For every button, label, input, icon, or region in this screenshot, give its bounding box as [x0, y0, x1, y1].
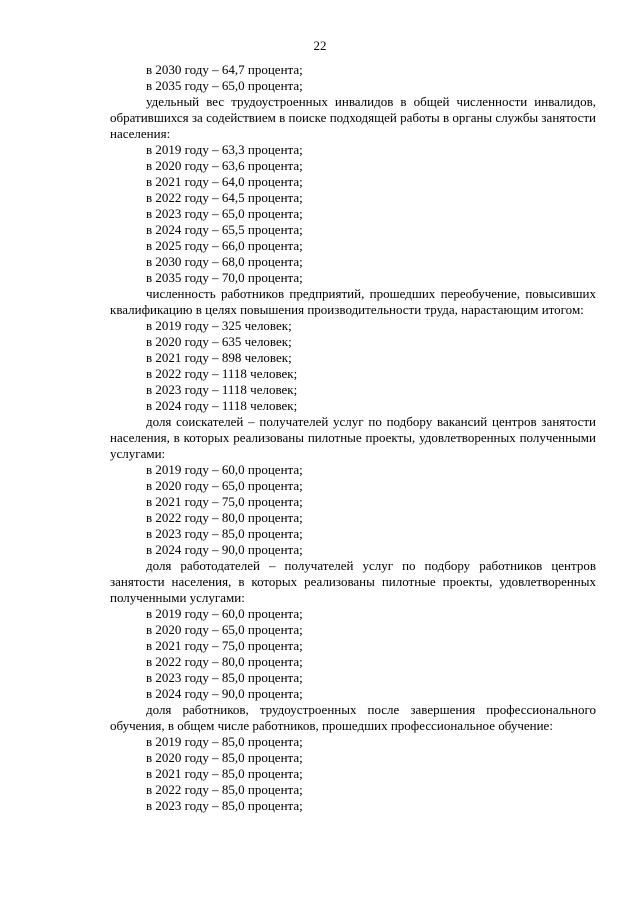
list-item: в 2024 году – 65,5 процента;	[146, 222, 303, 237]
list-item: в 2030 году – 68,0 процента;	[146, 254, 303, 269]
list-item: в 2021 году – 64,0 процента;	[146, 174, 303, 189]
list-item: в 2019 году – 325 человек;	[146, 318, 292, 333]
paragraph: удельный вес трудоустроенных инвалидов в общей численности инвалидов, обратившихся за содействием в поиске подходящей работы в органы службы занятости населения:	[110, 94, 596, 141]
list-item: в 2023 году – 85,0 процента;	[146, 670, 303, 685]
list-item: в 2023 году – 1118 человек;	[146, 382, 298, 397]
list-item: в 2024 году – 90,0 процента;	[146, 542, 303, 557]
list-item: в 2035 году – 70,0 процента;	[146, 270, 303, 285]
page-number: 22	[313, 38, 327, 53]
paragraph: доля работодателей – получателей услуг по подбору работников центров занятости населения, в которых реализованы пилотные проекты, удовлетворенных полученными услугами:	[110, 558, 596, 605]
list-item: в 2024 году – 1118 человек;	[146, 398, 298, 413]
list-item: в 2019 году – 85,0 процента;	[146, 734, 303, 749]
list-item: в 2030 году – 64,7 процента;	[146, 62, 303, 77]
list-item: в 2020 году – 65,0 процента;	[146, 478, 303, 493]
list-item: в 2020 году – 63,6 процента;	[146, 158, 303, 173]
list-item: в 2021 году – 75,0 процента;	[146, 638, 303, 653]
list-item: в 2022 году – 80,0 процента;	[146, 510, 303, 525]
document-body	[110, 62, 596, 814]
list-item: в 2022 году – 85,0 процента;	[146, 782, 303, 797]
list-item: в 2022 году – 80,0 процента;	[146, 654, 303, 669]
list-item: в 2023 году – 85,0 процента;	[146, 526, 303, 541]
list-item: в 2022 году – 1118 человек;	[146, 366, 298, 381]
list-item: в 2022 году – 64,5 процента;	[146, 190, 303, 205]
list-item: в 2020 году – 85,0 процента;	[146, 750, 303, 765]
list-item: в 2020 году – 65,0 процента;	[146, 622, 303, 637]
list-item: в 2021 году – 75,0 процента;	[146, 494, 303, 509]
paragraph: доля работников, трудоустроенных после завершения профессионального обучения, в общем числе работников, прошедших профессиональное обучение:	[110, 702, 596, 733]
list-item: в 2023 году – 65,0 процента;	[146, 206, 303, 221]
list-item: в 2019 году – 60,0 процента;	[146, 606, 303, 621]
list-item: в 2025 году – 66,0 процента;	[146, 238, 303, 253]
list-item: в 2020 году – 635 человек;	[146, 334, 292, 349]
list-item: в 2021 году – 898 человек;	[146, 350, 292, 365]
list-item: в 2019 году – 63,3 процента;	[146, 142, 303, 157]
list-item: в 2023 году – 85,0 процента;	[146, 798, 303, 813]
list-item: в 2021 году – 85,0 процента;	[146, 766, 303, 781]
list-item: в 2024 году – 90,0 процента;	[146, 686, 303, 701]
paragraph: численность работников предприятий, прошедших переобучение, повысивших квалификацию в целях повышения производительности труда, нарастающим итогом:	[110, 286, 596, 317]
list-item: в 2019 году – 60,0 процента;	[146, 462, 303, 477]
paragraph: доля соискателей – получателей услуг по подбору вакансий центров занятости населения, в которых реализованы пилотные проекты, удовлетворенных полученными услугами:	[110, 414, 596, 461]
list-item: в 2035 году – 65,0 процента;	[146, 78, 303, 93]
